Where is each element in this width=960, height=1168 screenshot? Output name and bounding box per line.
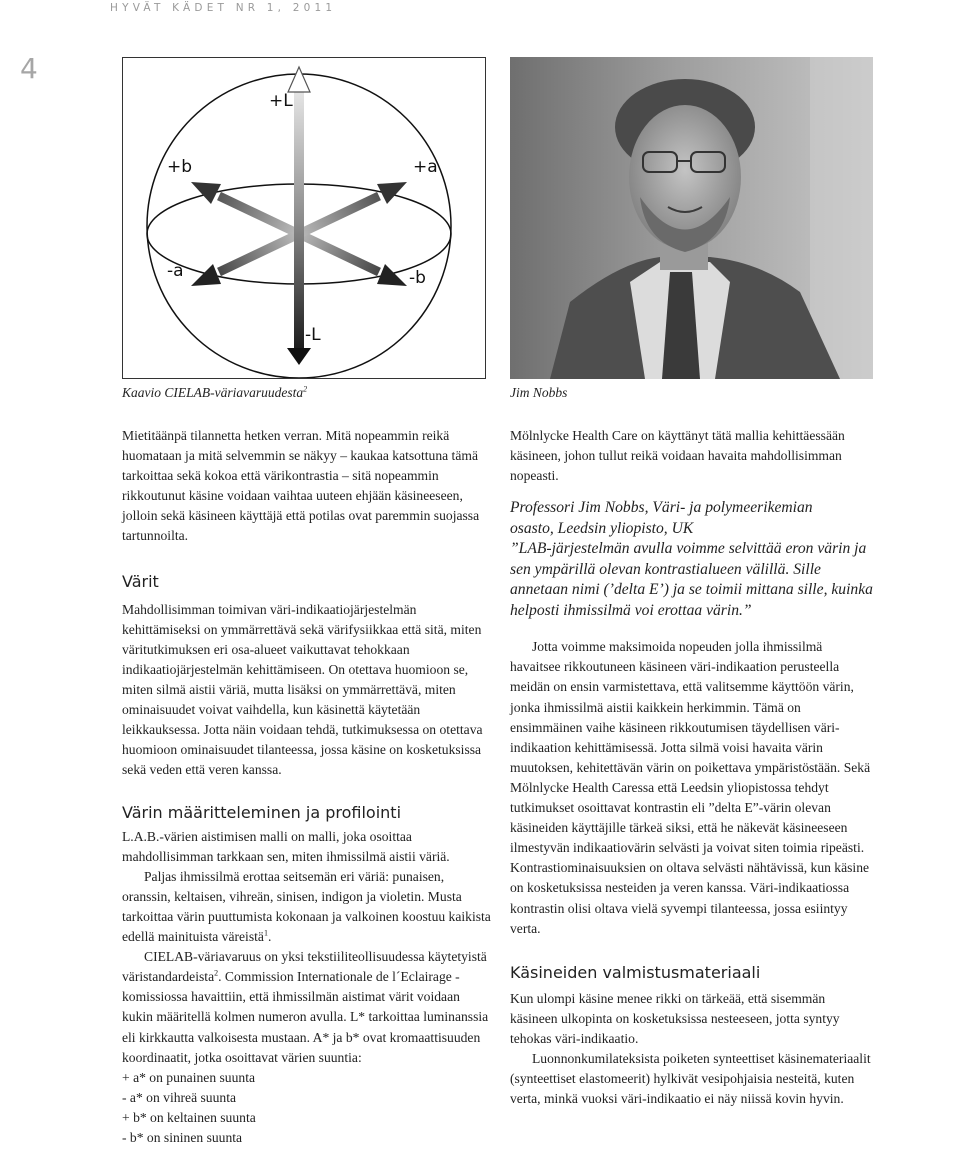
arrow-minus-b xyxy=(377,264,407,286)
label-plus-b: +b xyxy=(167,157,193,177)
portrait-photo xyxy=(510,57,873,379)
arrow-plus-l xyxy=(288,67,310,92)
quote-byline-line: osasto, Leedsin yliopisto, UK xyxy=(510,519,694,537)
jotta-paragraph: Jotta voimme maksimoida nopeuden jolla ihmissilmä havaitsee rikkoutuneen käsineen väri-indikaation perusteella meidän on ensin varmistettava, että valitsemme käyttöön värin, jonka ihmissilmä aistii kaikkein herkimmin. Tämä on ensimmäinen vaihe käsineen rikkoutumisen täydellisen väri-indikaation kehittämisessä. Jotta silmä voisi havaita värin muutoksen, kehitettävän värin on poikettava ympäristöstään. Sekä Mölnlycke Health Caressa että Leedsin yliopistossa tehdyt tutkimukset osoittavat kontrastin eli ”delta E”-värin olevan käsineiden käyttäjille tärkeä siksi, että he näkevät käsineeseen ilmestyvän indikaatiovärin selvästi ja voivat siten toimia ripeästi. Kontrastiominaisuuksien on oltava selvästi nähtävissä, kun käsine on kosketuksissa nesteiden ja veren kanssa. Väri-indikaatiossa kontrastin olisi oltava vielä syvempi tilanteessa, jossa esiintyy verta. xyxy=(510,639,871,936)
label-plus-a: +a xyxy=(413,157,438,177)
intro-paragraph: Mietitäänpä tilannetta hetken verran. Mitä nopeammin reikä huomataan ja mitä selvemmin se näkyy – kaukaa katsottuna tämä tarkoittaa sekä kokoa että värikontrastia – sitä nopeammin rikkoutunut käsine voidaan vaihtaa uuteen ehjään käsineeseen, jolloin sekä käsineen käyttäjä että potilas ovat paremmin suojassa tartunnoilta. xyxy=(122,428,480,544)
label-minus-b: -b xyxy=(409,268,426,288)
axis-list-item: + a* on punainen suunta xyxy=(122,1069,256,1085)
cielab-diagram xyxy=(122,57,486,379)
cielab-sphere-svg xyxy=(123,58,485,378)
varit-paragraph: Mahdollisimman toimivan väri-indikaatiojärjestelmän kehittämiseksi on ymmärrettävä sekä värifysiikkaa että sitä, miten väritutkimuksen eri osa-alueet vaikuttavat tehokkaan indikaatiojärjestelmän kehittämiseen. On otettava huomioon se, miten silmä aistii väriä, mutta lisäksi on ymmärrettävä, miten ominaisuudet voivat vaihdella, kun käsinettä käytetään leikkauksessa. Jotta näin voidaan tehdä, tutkimuksessa on otettava huomioon ominaisuudet tilanteessa, jossa käsine on kosketuksissa sekä veden että veren kanssa. xyxy=(122,601,483,778)
label-minus-l: -L xyxy=(305,325,321,345)
pull-quote xyxy=(510,498,875,621)
page-number: 4 xyxy=(20,52,38,85)
arrow-plus-a xyxy=(377,182,407,204)
molnlycke-paragraph: Mölnlycke Health Care on käyttänyt tätä mallia kehittäessään käsineen, johon tullut reikä voidaan havaita mahdollisimman nopeasti. xyxy=(510,428,845,484)
paljas-paragraph: Paljas ihmissilmä erottaa seitsemän eri väriä: punaisen, oranssin, keltaisen, vihreän, sinisen, indigon ja violetin. Musta tarkoittaa värin puuttumista kokonaan ja valkoinen koostuu kaikista edellä mainituista väreistä$^1$. xyxy=(122,868,491,945)
running-header: HYVÄT KÄDET NR 1, 2011 xyxy=(110,2,337,14)
luonnon-paragraph: Luonnonkumilateksista poiketen synteettiset käsinemateriaalit (synteettiset elastomeerit) hylkivät vesipohjaisia nesteitä, kuten verta, minkä vuoksi väri-indikaatio ei näy niissä kovin hyvin. xyxy=(510,1051,871,1107)
label-minus-a: -a xyxy=(167,261,184,281)
portrait-svg xyxy=(510,57,873,379)
kun-paragraph: Kun ulompi käsine menee rikki on tärkeää, että sisemmän käsineen ulkopinta on kosketuksissa nesteeseen, jotta syntyy tehokas väri-indikaatio. xyxy=(510,990,840,1046)
figure-caption: Kaavio CIELAB-väriavaruudesta$^2$ xyxy=(122,384,308,400)
arrow-minus-l xyxy=(287,348,311,365)
quote-byline-line: Professori Jim Nobbs, Väri- ja polymeerikemian xyxy=(510,499,813,517)
lab-paragraph: L.A.B.-värien aistimisen malli on malli, joka osoittaa mahdollisimman tarkkaan sen, miten ihmissilmä aistii väriä. xyxy=(122,828,450,864)
right-column xyxy=(510,426,875,1109)
axis-list-item: + b* on keltainen suunta xyxy=(122,1109,256,1125)
axis-l-bar xyxy=(294,90,304,352)
arrow-minus-a xyxy=(191,264,221,286)
photo-caption: Jim Nobbs xyxy=(510,385,568,400)
axis-list-item: - a* on vihreä suunta xyxy=(122,1089,237,1105)
label-plus-l: +L xyxy=(269,91,293,111)
axis-list-item: - b* on sininen suunta xyxy=(122,1130,243,1145)
arrow-plus-b xyxy=(191,182,221,204)
left-column xyxy=(122,426,492,1148)
heading-varit: Värit xyxy=(122,571,159,591)
cielab-paragraph: CIELAB-väriavaruus on yksi tekstiiliteollisuudessa käytetyistä väristandardeista$^2$. Commission Internationale de l´Eclairage -komissiossa havaittiin, että ihmissilmän aistimat värit voidaan kukin määritellä kolmen numeron avulla. L* tarkoittaa luminanssia eli kirkkautta valkoisesta mustaan. A* ja b* ovat kromaattisuuden koordinaatit, jotka osoittavat värien suuntia: xyxy=(122,949,489,1065)
heading-maarittely: Värin määritteleminen ja profilointi xyxy=(122,802,402,822)
quote-text: ”LAB-järjestelmän avulla voimme selvittää eron värin ja sen ympärillä olevan kontrastialueen välillä. Sille annetaan nimi (’delta E’) ja se toimii mittana sille, kuinka helposti ihmissilmä voi erottaa värin.” xyxy=(510,540,873,619)
heading-materiaali: Käsineiden valmistusmateriaali xyxy=(510,962,761,982)
